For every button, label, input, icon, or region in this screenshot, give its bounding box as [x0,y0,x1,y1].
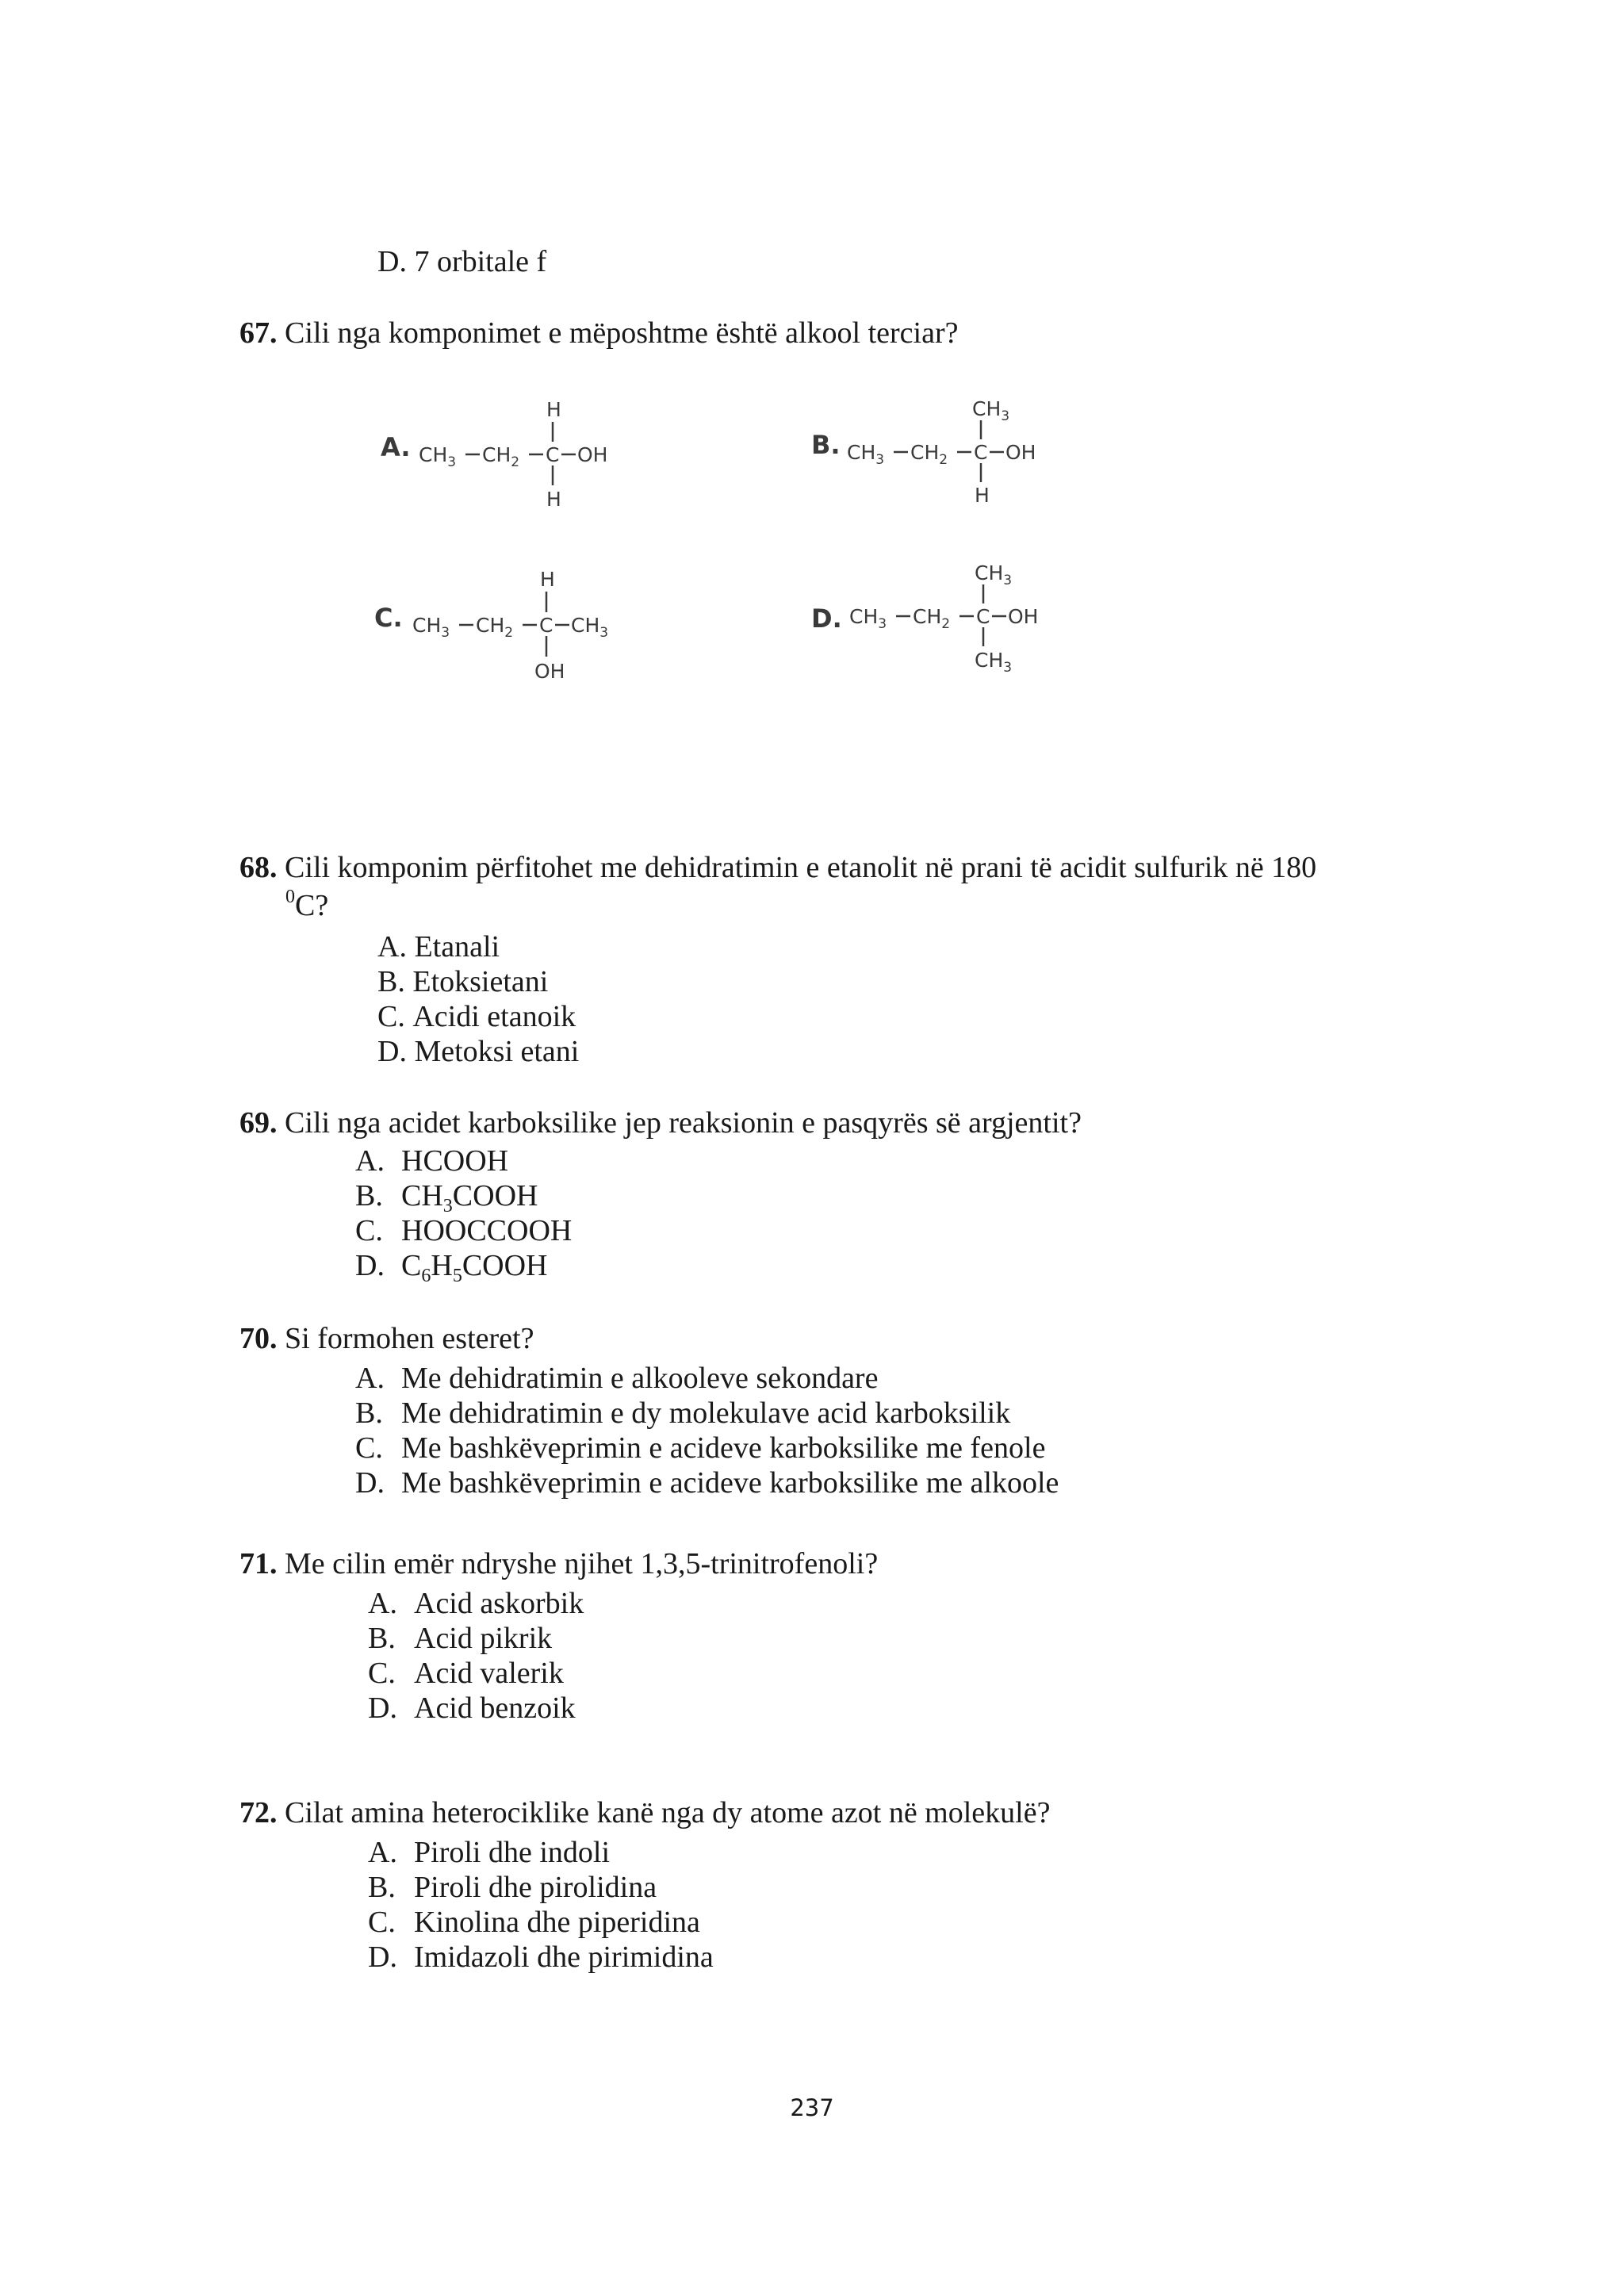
question-number: 72. [239,1796,278,1829]
q71-option-d[interactable] [368,1691,576,1726]
q70-option-a[interactable] [355,1361,878,1396]
option-letter: B. [377,965,405,998]
chain-ch3: $CH_3$ [419,443,457,470]
option-letter: B. [368,1622,396,1655]
q68-option-d[interactable] [377,1034,579,1069]
option-text: Me dehidratimin e dy molekulave acid karboksilik [401,1396,1011,1430]
option-text: Acid benzoik [414,1691,576,1725]
structure-d [803,551,1089,690]
structure-b [803,389,1089,519]
central-carbon: C [539,614,553,637]
option-letter: C. [368,1657,396,1690]
option-letter: A. [368,1836,397,1869]
q70-option-c[interactable] [355,1431,1045,1465]
option-text: Acid askorbik [414,1587,584,1620]
chain-ch3: $CH_3$ [847,441,885,468]
option-letter: D. [368,1691,397,1725]
group-top: H [540,568,555,591]
question-text-cont: C? [295,889,329,922]
degree-superscript: 0 [285,887,295,907]
option-text: HOOCCOOH [401,1214,573,1247]
question-number: 69. [239,1106,278,1140]
structure-c [366,555,668,694]
option-letter: A. [355,1144,385,1178]
option-text: Acid valerik [414,1657,564,1690]
group-right: OH [1005,441,1036,464]
chain-ch3: $CH_3$ [412,614,450,641]
question-text: Me cilin emër ndryshe njihet 1,3,5-trinitrofenoli? [285,1547,879,1580]
question-number: 71. [239,1547,278,1580]
option-letter: A. [377,930,407,964]
option-letter: B. [355,1179,383,1213]
question-67 [239,316,959,351]
option-letter: A. [368,1587,397,1620]
q72-option-b[interactable] [368,1870,657,1905]
option-text: Kinolina dhe piperidina [414,1906,700,1939]
central-carbon: C [976,605,990,628]
option-letter: C. [368,1906,396,1939]
question-71 [239,1546,878,1581]
option-text: Me bashkëveprimin e acideve karboksilike me fenole [401,1431,1046,1465]
question-68-continuation [285,888,328,923]
option-letter: C. [355,1431,383,1465]
group-right: OH [1008,605,1039,628]
option-text: Acidi etanoik [412,1000,576,1033]
q72-option-a[interactable] [368,1835,610,1870]
structure-letter: D. [811,603,842,634]
group-bottom: $CH_3$ [975,649,1013,676]
structure-letter: A. [381,432,411,462]
question-text: Si formohen esteret? [285,1322,534,1355]
chain-ch2: $CH_2$ [913,605,951,632]
group-bottom: H [975,484,990,507]
question-68 [239,850,1316,885]
q72-option-d[interactable] [368,1940,714,1975]
option-text: Acid pikrik [414,1622,553,1655]
option-letter: C. [377,1000,405,1033]
group-top: $CH_3$ [975,561,1013,588]
structure-a [373,393,658,523]
option-letter: D. [355,1466,385,1500]
q68-option-a[interactable] [377,929,500,964]
option-letter: D. [355,1249,385,1282]
group-right: $CH_3$ [571,614,609,641]
q69-option-a[interactable] [355,1144,508,1178]
option-formula: $C_6H_5COOH$ [401,1249,548,1286]
q69-option-b[interactable] [355,1178,538,1216]
option-letter: D. [368,1940,397,1974]
group-top: H [546,398,561,421]
chain-ch2: $CH_2$ [476,614,514,641]
question-text: Cili komponim përfitohet me dehidratimin e etanolit në prani të acidit sulfurik në 180 [285,851,1317,884]
q69-option-d[interactable] [355,1248,548,1286]
q70-option-b[interactable] [355,1396,1010,1431]
option-formula: $CH_3COOH$ [401,1179,538,1216]
option-text: HCOOH [401,1144,509,1178]
central-carbon: C [974,441,988,464]
option-text: 7 orbitale f [414,245,547,278]
option-text: Metoksi etani [414,1035,580,1068]
group-bottom: OH [534,660,565,683]
option-text: Piroli dhe indoli [414,1836,610,1869]
question-text: Cili nga komponimet e mëposhtme është alkool terciar? [285,316,959,350]
question-70 [239,1321,534,1356]
chain-ch2: $CH_2$ [910,441,948,468]
q69-option-c[interactable] [355,1213,572,1248]
q70-option-d[interactable] [355,1465,1059,1500]
q71-option-c[interactable] [368,1656,564,1691]
q68-option-b[interactable] [377,964,548,999]
q72-option-c[interactable] [368,1905,700,1940]
option-text: Etanali [414,930,500,964]
question-text: Cilat amina heterociklike kanë nga dy atome azot në molekulë? [285,1796,1051,1829]
question-number: 70. [239,1322,278,1355]
previous-item-option-d [377,244,546,279]
q68-option-c[interactable] [377,999,576,1034]
q71-option-b[interactable] [368,1621,552,1656]
option-letter: B. [355,1396,383,1430]
option-text: Imidazoli dhe pirimidina [414,1940,714,1974]
group-bottom: H [546,488,561,511]
structure-letter: C. [374,603,403,633]
chain-ch2: $CH_2$ [482,443,520,470]
group-top: $CH_3$ [972,397,1010,424]
question-72 [239,1795,1050,1830]
question-number: 67. [239,316,278,350]
option-text: Piroli dhe pirolidina [414,1871,657,1904]
question-69 [239,1105,1082,1140]
option-text: Etoksietani [412,965,549,998]
question-number: 68. [239,851,278,884]
structure-d-svg [803,551,1089,686]
structure-b-svg [803,389,1089,515]
question-text: Cili nga acidet karboksilike jep reaksionin e pasqyrës së argjentit? [285,1106,1082,1140]
option-letter: B. [368,1871,396,1904]
structure-letter: B. [811,430,841,460]
structure-c-svg [366,555,668,690]
option-letter: D. [377,245,407,278]
structure-a-svg [373,393,658,519]
page-number: 237 [790,2094,834,2121]
q71-option-a[interactable] [368,1586,584,1621]
option-letter: C. [355,1214,383,1247]
group-right: OH [577,443,608,466]
option-text: Me bashkëveprimin e acideve karboksilike me alkoole [401,1466,1059,1500]
chain-ch3: $CH_3$ [849,605,887,632]
option-text: Me dehidratimin e alkooleve sekondare [401,1362,879,1395]
central-carbon: C [546,443,560,466]
option-letter: D. [377,1035,407,1068]
option-letter: A. [355,1362,385,1395]
